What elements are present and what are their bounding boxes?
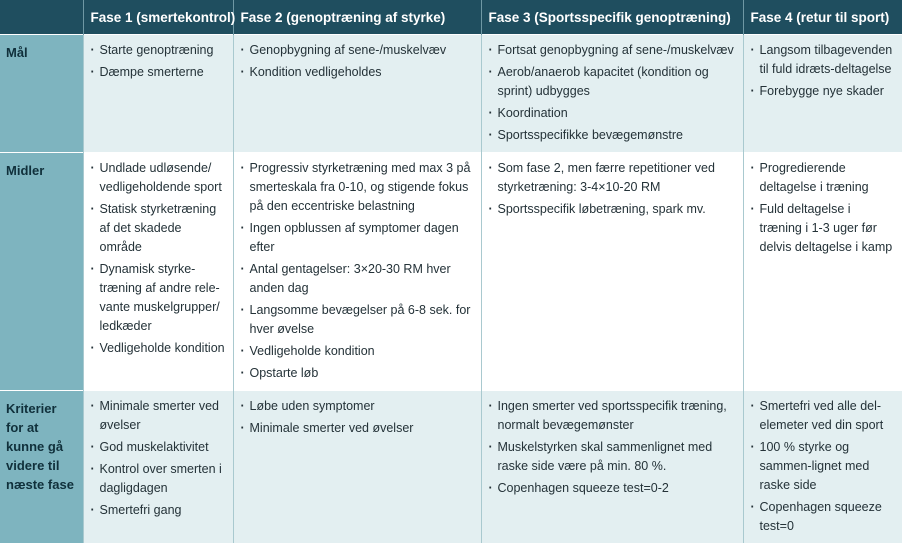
bullet-list [751, 159, 896, 257]
list-item: · Sportsspecifik løbetræning, spark mv. [489, 200, 736, 219]
row-maal [0, 35, 902, 153]
list-item: · Minimale smerter ved øvelser [91, 397, 226, 435]
list-item: · Langsomme bevægelser på 6-8 sek. for hver øvelse [241, 301, 474, 339]
phase-3-cell [481, 391, 743, 543]
bullet-list [91, 41, 226, 82]
list-item: · Smertefri ved alle del-elemeter ved din sport [751, 397, 896, 435]
phase-4-cell [743, 391, 902, 543]
bullet-list [489, 397, 736, 498]
list-item: · Copenhagen squeeze test=0-2 [489, 479, 736, 498]
list-item: · Antal gentagelser: 3×20-30 RM hver anden dag [241, 260, 474, 298]
bullet-list [91, 397, 226, 520]
list-item: · Smertefri gang [91, 501, 226, 520]
phase-1-cell [83, 391, 233, 543]
phase-3-cell [481, 35, 743, 153]
list-item: · 100 % styrke og sammen-lignet med raske side [751, 438, 896, 495]
list-item: · Starte genoptræning [91, 41, 226, 60]
list-item: · Progressiv styrketræning med max 3 på smerteskala fra 0-10, og stigende fokus på den eccentriske belastning [241, 159, 474, 216]
header-phase-3: Fase 3 (Sportsspecifik genoptræning) [481, 0, 743, 35]
list-item: · Som fase 2, men færre repetitioner ved styrketræning: 3-4×10-20 RM [489, 159, 736, 197]
bullet-list [241, 159, 474, 383]
header-phase-1: Fase 1 (smertekontrol) [83, 0, 233, 35]
row-label: Midler [0, 153, 83, 391]
bullet-list [751, 397, 896, 536]
list-item: · Dynamisk styrke-træning af andre rele-vante muskelgrupper/ ledkæder [91, 260, 226, 336]
list-item: · Ingen smerter ved sportsspecifik træning, normalt bevægemønster [489, 397, 736, 435]
header-row [0, 0, 902, 35]
bullet-list [751, 41, 896, 101]
bullet-list [241, 397, 474, 438]
list-item: · Undlade udløsende/ vedligeholdende sport [91, 159, 226, 197]
row-kriterier [0, 391, 902, 543]
list-item: · Ingen opblussen af symptomer dagen efter [241, 219, 474, 257]
bullet-list [91, 159, 226, 358]
list-item: · Opstarte løb [241, 364, 474, 383]
row-label: Mål [0, 35, 83, 153]
list-item: · Muskelstyrken skal sammenlignet med raske side være på min. 80 %. [489, 438, 736, 476]
list-item: · Vedligeholde kondition [91, 339, 226, 358]
phase-1-cell [83, 153, 233, 391]
header-corner [0, 0, 83, 35]
bullet-list [489, 159, 736, 219]
list-item: · Fortsat genopbygning af sene-/muskelvæv [489, 41, 736, 60]
list-item: · Vedligeholde kondition [241, 342, 474, 361]
list-item: · God muskelaktivitet [91, 438, 226, 457]
list-item: · Copenhagen squeeze test=0 [751, 498, 896, 536]
row-label: Kriterier for at kunne gå videre til næste fase [0, 391, 83, 543]
list-item: · Progredierende deltagelse i træning [751, 159, 896, 197]
list-item: · Løbe uden symptomer [241, 397, 474, 416]
phase-3-cell [481, 153, 743, 391]
list-item: · Statisk styrketræning af det skadede område [91, 200, 226, 257]
phase-4-cell [743, 35, 902, 153]
row-midler [0, 153, 902, 391]
phase-1-cell [83, 35, 233, 153]
list-item: · Kontrol over smerten i dagligdagen [91, 460, 226, 498]
phase-2-cell [233, 35, 481, 153]
phase-4-cell [743, 153, 902, 391]
list-item: · Sportsspecifikke bevægemønstre [489, 126, 736, 145]
list-item: · Kondition vedligeholdes [241, 63, 474, 82]
bullet-list [241, 41, 474, 82]
list-item: · Langsom tilbagevenden til fuld idræts-deltagelse [751, 41, 896, 79]
phase-2-cell [233, 391, 481, 543]
header-phase-4: Fase 4 (retur til sport) [743, 0, 902, 35]
list-item: · Dæmpe smerterne [91, 63, 226, 82]
list-item: · Aerob/anaerob kapacitet (kondition og sprint) udbygges [489, 63, 736, 101]
list-item: · Forebygge nye skader [751, 82, 896, 101]
bullet-list [489, 41, 736, 145]
phase-2-cell [233, 153, 481, 391]
list-item: · Koordination [489, 104, 736, 123]
list-item: · Minimale smerter ved øvelser [241, 419, 474, 438]
list-item: · Genopbygning af sene-/muskelvæv [241, 41, 474, 60]
list-item: · Fuld deltagelse i træning i 1-3 uger før delvis deltagelse i kamp [751, 200, 896, 257]
header-phase-2: Fase 2 (genoptræning af styrke) [233, 0, 481, 35]
